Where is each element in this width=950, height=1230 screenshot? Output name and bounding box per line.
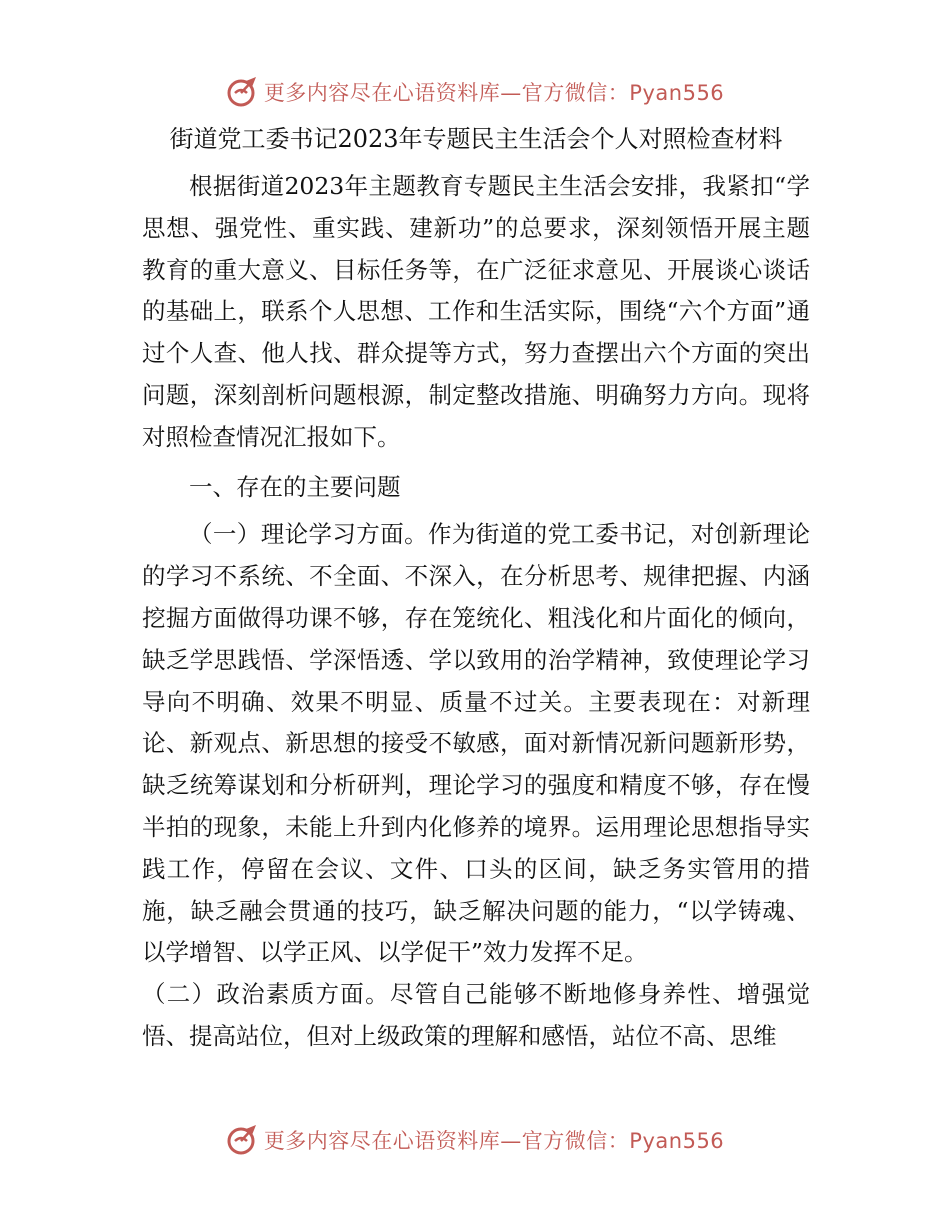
book-pen-logo-icon — [226, 1123, 260, 1157]
book-pen-logo-icon — [226, 75, 260, 109]
item-theory-study: （一）理论学习方面。作为街道的党工委书记，对创新理论的学习不系统、不全面、不深入，在分析思考、规律把握、内涵挖掘方面做得功课不够，存在笼统化、粗浅化和片面化的倾向，缺乏学思践悟、学深悟透、学以致用的治学精神，致使理论学习导向不明确、效果不明显、质量不过关。主要表现在：对新理论、新观点、新思想的接受不敏感，面对新情况新问题新形势，缺乏统筹谋划和分析研判，理论学习的强度和精度不够，存在慢半拍的现象，未能上升到内化修养的境界。运用理论思想指导实践工作，停留在会议、文件、口头的区间，缺乏务实管用的措施，缺乏融会贯通的技巧，缺乏解决问题的能力，“以学铸魂、以学增智、以学正风、以学促干”效力发挥不足。 — [142, 520, 810, 967]
watermark-text: 更多内容尽在心语资料库—官方微信：Pyan556 — [263, 81, 725, 105]
watermark-header — [0, 72, 950, 112]
intro-paragraph: 根据街道2023年主题教育专题民主生活会安排，我紧扣“学思想、强党性、重实践、建新功”的总要求，深刻领悟开展主题教育的重大意义、目标任务等，在广泛征求意见、开展谈心谈话的基础上，联系个人思想、工作和生活实际，围绕“六个方面”通过个人查、他人找、群众提等方式，努力查摆出六个方面的突出问题，深刻剖析问题根源，制定整改措施、明确努力方向。现将对照检查情况汇报如下。 — [142, 172, 810, 451]
watermark-text: 更多内容尽在心语资料库—官方微信：Pyan556 — [263, 1129, 725, 1153]
document-title: 街道党工委书记2023年专题民主生活会个人对照检查材料 — [169, 125, 783, 153]
section-heading: 一、存在的主要问题 — [189, 472, 401, 501]
document-body — [142, 118, 810, 1058]
item-political-quality: （二）政治素质方面。尽管自己能够不断地修身养性、增强觉悟、提高站位，但对上级政策的理解和感悟，站位不高、思维 — [142, 980, 810, 1050]
watermark-footer — [0, 1120, 950, 1160]
